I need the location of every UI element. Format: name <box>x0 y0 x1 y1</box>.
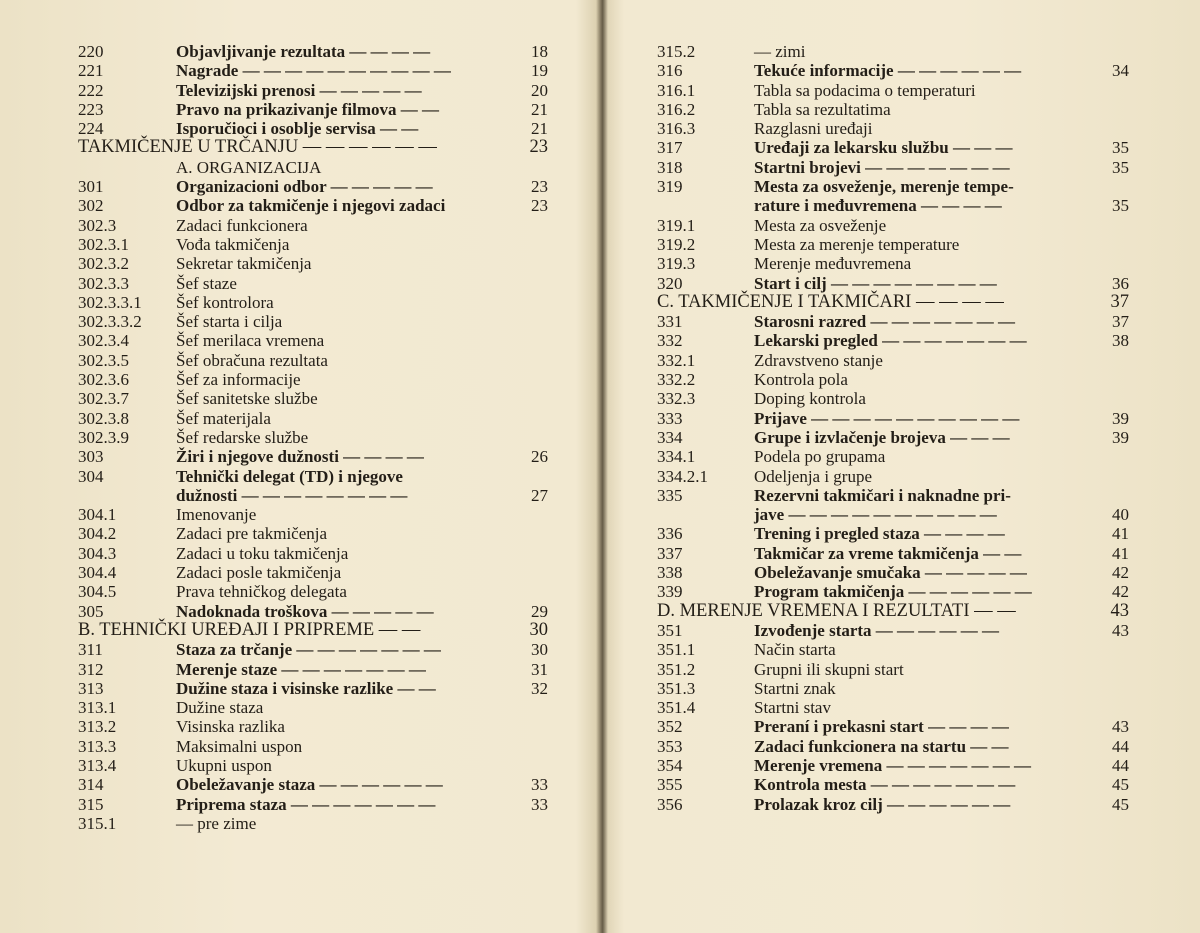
page-number: 23 <box>529 137 548 158</box>
toc-row <box>78 602 548 621</box>
entry-number: 220 <box>78 42 104 61</box>
toc-row <box>78 196 548 215</box>
entry-number: 356 <box>657 794 683 814</box>
entry-number: 319 <box>657 177 683 197</box>
entry-number: 317 <box>657 138 683 158</box>
toc-row <box>657 717 1129 736</box>
page-number: 36 <box>1112 273 1129 293</box>
toc-row <box>657 795 1129 814</box>
page-number: 42 <box>1112 563 1129 583</box>
toc-row <box>78 447 548 466</box>
page-number: 30 <box>531 640 548 660</box>
entry-title: Startni znak <box>754 678 836 698</box>
toc-row <box>78 81 548 100</box>
page-number: 21 <box>531 99 548 119</box>
entry-title: Šef obračuna rezultata <box>176 350 328 370</box>
entry-number: 351.4 <box>657 698 696 718</box>
entry-number: 302.3.1 <box>78 234 129 254</box>
page-number: 35 <box>1112 138 1129 158</box>
entry-number: 316.2 <box>657 99 696 119</box>
entry-number: 331 <box>657 312 683 332</box>
entry-title: Ukupni uspon <box>176 755 272 775</box>
entry-title: Dužine staza i visinske razlike — — <box>176 678 436 698</box>
toc-row <box>657 563 1129 582</box>
toc-row <box>78 61 548 80</box>
entry-title: Imenovanje <box>176 505 257 525</box>
entry-title: Start i cilj — — — — — — — — <box>754 273 997 293</box>
toc-row <box>78 274 548 293</box>
page-number: 26 <box>531 447 548 467</box>
page-number: 43 <box>1112 620 1129 640</box>
entry-number: 335 <box>657 485 683 505</box>
page-number: 44 <box>1112 755 1129 775</box>
entry-number: 302.3.2 <box>78 254 129 274</box>
page-number: 42 <box>1112 582 1129 602</box>
entry-title: Trening i pregled staza — — — — <box>754 524 1005 544</box>
entry-number: 302.3.5 <box>78 350 129 370</box>
left-page-contents <box>78 42 548 833</box>
entry-title: Dužine staza <box>176 698 264 718</box>
entry-title: Zadaci pre takmičenja <box>176 524 328 544</box>
toc-row <box>657 467 1129 486</box>
toc-row <box>78 351 548 370</box>
entry-title: Šef za informacije <box>176 370 301 390</box>
toc-row <box>78 293 548 312</box>
toc-row <box>78 370 548 389</box>
page-number: 45 <box>1112 775 1129 795</box>
toc-row <box>657 254 1129 273</box>
entry-title: Visinska razlika <box>176 717 285 737</box>
page-number: 27 <box>531 485 548 505</box>
page-number: 44 <box>1112 736 1129 756</box>
entry-title: Šef sanitetske službe <box>176 389 318 409</box>
entry-number: 313.1 <box>78 698 117 718</box>
entry-number: 320 <box>657 273 683 293</box>
page-number: 30 <box>529 619 548 640</box>
toc-row <box>78 756 548 775</box>
toc-row <box>78 42 548 61</box>
section-title: B. TEHNIČKI UREĐAJI I PRIPREME — — <box>78 619 421 640</box>
entry-title: Tabla sa podacima o temperaturi <box>754 80 976 100</box>
section-heading-row <box>78 138 548 157</box>
toc-row <box>78 640 548 659</box>
entry-title: Zadaci funkcionera na startu — — <box>754 736 1009 756</box>
entry-title: Prolazak kroz cilj — — — — — — <box>754 794 1011 814</box>
toc-row <box>657 370 1129 389</box>
entry-number: 319.3 <box>657 254 696 274</box>
entry-title: Tehnički delegat (TD) i njegove <box>176 466 403 486</box>
page-number: 41 <box>1112 543 1129 563</box>
entry-title: Mesta za osveženje, merenje tempe- <box>754 177 1014 197</box>
toc-row <box>657 447 1129 466</box>
section-title: C. TAKMIČENJE I TAKMIČARI — — — — <box>657 291 1004 312</box>
entry-title: Organizacioni odbor — — — — — <box>176 177 433 197</box>
entry-number: 313.3 <box>78 736 117 756</box>
entry-title: Prijave — — — — — — — — — — <box>754 408 1020 428</box>
entry-title: Uređaji za lekarsku službu — — — <box>754 138 1013 158</box>
entry-title: — zimi <box>754 42 806 61</box>
toc-row <box>657 312 1129 331</box>
entry-title: Šef staze <box>176 273 237 293</box>
entry-number: 334.1 <box>657 447 696 467</box>
page-number: 23 <box>531 196 548 216</box>
entry-title: Lekarski pregled — — — — — — — <box>754 331 1027 351</box>
entry-number: 302.3.7 <box>78 389 129 409</box>
entry-title: Nadoknada troškova — — — — — <box>176 601 434 621</box>
entry-number: 302.3.3.1 <box>78 292 142 312</box>
entry-number: 304.3 <box>78 543 117 563</box>
entry-title: Doping kontrola <box>754 389 866 409</box>
entry-title: Šef starta i cilja <box>176 312 283 332</box>
entry-number: 353 <box>657 736 683 756</box>
entry-title: A. ORGANIZACIJA <box>176 157 322 177</box>
toc-row <box>657 640 1129 659</box>
toc-row <box>78 582 548 601</box>
section-title: TAKMIČENJE U TRČANJU — — — — — — <box>78 137 437 158</box>
entry-number: 316.3 <box>657 119 696 139</box>
toc-row <box>78 544 548 563</box>
entry-number: 333 <box>657 408 683 428</box>
page-number: 23 <box>531 177 548 197</box>
entry-title: Tabla sa rezultatima <box>754 99 891 119</box>
toc-row <box>78 563 548 582</box>
toc-row <box>657 61 1129 80</box>
entry-title: Izvođenje starta — — — — — — <box>754 620 1000 640</box>
toc-row <box>657 100 1129 119</box>
entry-title: Startni brojevi — — — — — — — <box>754 157 1010 177</box>
entry-title: Nagrade — — — — — — — — — — <box>176 61 451 81</box>
toc-row <box>657 81 1129 100</box>
entry-title: Grupe i izvlačenje brojeva — — — <box>754 427 1010 447</box>
entry-number: 351 <box>657 620 683 640</box>
entry-number: 303 <box>78 447 104 467</box>
right-page-contents <box>657 42 1129 814</box>
page-number: 45 <box>1112 794 1129 814</box>
toc-row <box>78 119 548 138</box>
toc-row <box>78 814 548 833</box>
toc-row <box>78 660 548 679</box>
entry-number: 355 <box>657 775 683 795</box>
entry-number: 336 <box>657 524 683 544</box>
entry-number: 302.3.3.2 <box>78 312 142 332</box>
toc-row <box>657 698 1129 717</box>
page-number: 33 <box>531 794 548 814</box>
entry-title: Zadaci funkcionera <box>176 215 308 235</box>
toc-row <box>78 254 548 273</box>
page-number: 35 <box>1112 196 1129 216</box>
toc-row <box>78 467 548 486</box>
entry-title: Merenje vremena — — — — — — — <box>754 755 1031 775</box>
entry-title: Sekretar takmičenja <box>176 254 312 274</box>
toc-row <box>78 216 548 235</box>
toc-row <box>657 582 1129 601</box>
entry-number: 304.2 <box>78 524 117 544</box>
entry-title: Tekuće informacije — — — — — — <box>754 61 1022 81</box>
entry-number: 314 <box>78 775 104 795</box>
entry-title: Šef redarske službe <box>176 427 309 447</box>
entry-number: 313.2 <box>78 717 117 737</box>
page-number: 43 <box>1110 600 1129 621</box>
page-number: 31 <box>531 659 548 679</box>
page-number: 29 <box>531 601 548 621</box>
page-number: 38 <box>1112 331 1129 351</box>
entry-title: dužnosti — — — — — — — — <box>176 485 408 505</box>
entry-title: — pre zime <box>176 813 257 833</box>
toc-row <box>78 312 548 331</box>
book-gutter <box>596 0 608 933</box>
page-number: 35 <box>1112 157 1129 177</box>
toc-row <box>78 428 548 447</box>
toc-row <box>78 235 548 254</box>
entry-title: rature i međuvremena — — — — <box>754 196 1002 216</box>
entry-number: 304.5 <box>78 582 117 602</box>
entry-number: 313 <box>78 678 104 698</box>
entry-title: Način starta <box>754 640 836 660</box>
entry-title: jave — — — — — — — — — — <box>754 505 997 525</box>
toc-row <box>657 679 1129 698</box>
entry-number: 351.2 <box>657 659 696 679</box>
entry-title: Zadaci posle takmičenja <box>176 563 342 583</box>
page-number: 33 <box>531 775 548 795</box>
entry-number: 338 <box>657 563 683 583</box>
page-number: 43 <box>1112 717 1129 737</box>
entry-number: 332.2 <box>657 370 696 390</box>
toc-row <box>78 486 548 505</box>
toc-row <box>78 409 548 428</box>
page-number: 37 <box>1110 291 1129 312</box>
entry-title: Grupni ili skupni start <box>754 659 904 679</box>
entry-title: Priprema staza — — — — — — — <box>176 794 436 814</box>
entry-number: 222 <box>78 80 104 100</box>
entry-number: 301 <box>78 177 104 197</box>
toc-row <box>657 331 1129 350</box>
entry-number: 319.1 <box>657 215 696 235</box>
page-number: 19 <box>531 61 548 81</box>
page-number: 34 <box>1112 61 1129 81</box>
toc-row <box>78 717 548 736</box>
page-number: 39 <box>1112 427 1129 447</box>
section-heading-row <box>78 621 548 640</box>
entry-number: 315 <box>78 794 104 814</box>
entry-number: 316.1 <box>657 80 696 100</box>
entry-number: 302.3.8 <box>78 408 129 428</box>
entry-number: 315.2 <box>657 42 696 61</box>
section-heading-row <box>657 602 1129 621</box>
toc-row <box>657 756 1129 775</box>
entry-number: 221 <box>78 61 104 81</box>
entry-title: Takmičar za vreme takmičenja — — <box>754 543 1022 563</box>
entry-number: 351.3 <box>657 678 696 698</box>
toc-row <box>78 679 548 698</box>
toc-row <box>657 775 1129 794</box>
entry-title: Startni stav <box>754 698 831 718</box>
entry-number: 304.4 <box>78 563 117 583</box>
entry-number: 337 <box>657 543 683 563</box>
entry-number: 332.3 <box>657 389 696 409</box>
entry-title: Odeljenja i grupe <box>754 466 873 486</box>
entry-title: Šef materijala <box>176 408 271 428</box>
entry-title: Objavljivanje rezultata — — — — <box>176 42 431 61</box>
entry-number: 351.1 <box>657 640 696 660</box>
entry-number: 302 <box>78 196 104 216</box>
entry-title: Vođa takmičenja <box>176 234 290 254</box>
entry-title: Obeležavanje smučaka — — — — — <box>754 563 1027 583</box>
entry-number: 305 <box>78 601 104 621</box>
entry-title: Rezervni takmičari i naknadne pri- <box>754 485 1011 505</box>
page-number: 18 <box>531 42 548 61</box>
entry-number: 304.1 <box>78 505 117 525</box>
entry-title: Maksimalni uspon <box>176 736 303 756</box>
toc-row <box>657 524 1129 543</box>
entry-number: 223 <box>78 99 104 119</box>
toc-row <box>657 158 1129 177</box>
entry-number: 315.1 <box>78 813 117 833</box>
entry-number: 313.4 <box>78 755 117 775</box>
entry-title: Razglasni uređaji <box>754 119 873 139</box>
entry-title: Podela po grupama <box>754 447 886 467</box>
entry-number: 311 <box>78 640 103 660</box>
toc-row <box>657 196 1129 215</box>
entry-number: 332 <box>657 331 683 351</box>
entry-number: 319.2 <box>657 234 696 254</box>
toc-row <box>657 737 1129 756</box>
entry-title: Preraní i prekasni start — — — — <box>754 717 1009 737</box>
entry-title: Kontrola pola <box>754 370 848 390</box>
toc-row <box>657 138 1129 157</box>
entry-number: 224 <box>78 119 104 139</box>
toc-row <box>657 486 1129 505</box>
toc-row <box>657 235 1129 254</box>
entry-number: 316 <box>657 61 683 81</box>
entry-title: Mesta za osveženje <box>754 215 887 235</box>
entry-title: Žiri i njegove dužnosti — — — — <box>176 447 424 467</box>
toc-row <box>78 505 548 524</box>
toc-row <box>657 428 1129 447</box>
entry-title: Program takmičenja — — — — — — <box>754 582 1032 602</box>
entry-title: Starosni razred — — — — — — — <box>754 312 1015 332</box>
page-number: 21 <box>531 119 548 139</box>
entry-number: 334.2.1 <box>657 466 708 486</box>
toc-row <box>657 505 1129 524</box>
toc-row <box>78 698 548 717</box>
toc-row <box>657 119 1129 138</box>
entry-number: 352 <box>657 717 683 737</box>
entry-title: Šef merilaca vremena <box>176 331 325 351</box>
toc-row <box>78 331 548 350</box>
toc-row <box>657 42 1129 61</box>
entry-number: 332.1 <box>657 350 696 370</box>
toc-row <box>657 389 1129 408</box>
section-heading-row <box>657 293 1129 312</box>
page-number: 32 <box>531 678 548 698</box>
toc-row <box>78 775 548 794</box>
entry-title: Isporučioci i osoblje servisa — — <box>176 119 419 139</box>
toc-row <box>657 409 1129 428</box>
entry-number: 339 <box>657 582 683 602</box>
toc-row <box>657 216 1129 235</box>
entry-title: Zadaci u toku takmičenja <box>176 543 349 563</box>
entry-title: Zdravstveno stanje <box>754 350 883 370</box>
toc-row <box>78 737 548 756</box>
entry-title: Merenje međuvremena <box>754 254 912 274</box>
toc-row <box>78 524 548 543</box>
entry-title: Mesta za merenje temperature <box>754 234 960 254</box>
entry-title: Šef kontrolora <box>176 292 274 312</box>
toc-row <box>657 544 1129 563</box>
toc-row <box>657 660 1129 679</box>
section-title: D. MERENJE VREMENA I REZULTATI — — <box>657 600 1016 621</box>
entry-title: Obeležavanje staza — — — — — — <box>176 775 443 795</box>
entry-number: 302.3 <box>78 215 117 235</box>
page-number: 41 <box>1112 524 1129 544</box>
entry-number: 334 <box>657 427 683 447</box>
entry-title: Televizijski prenosi — — — — — <box>176 80 422 100</box>
entry-number: 302.3.9 <box>78 427 129 447</box>
entry-title: Merenje staze — — — — — — — <box>176 659 426 679</box>
entry-number: 302.3.4 <box>78 331 129 351</box>
toc-row <box>657 351 1129 370</box>
page-number: 20 <box>531 80 548 100</box>
toc-row <box>78 795 548 814</box>
entry-number: 318 <box>657 157 683 177</box>
entry-number: 304 <box>78 466 104 486</box>
toc-row <box>78 100 548 119</box>
entry-number: 312 <box>78 659 104 679</box>
entry-title: Prava tehničkog delegata <box>176 582 347 602</box>
toc-row <box>78 177 548 196</box>
entry-number: 302.3.3 <box>78 273 129 293</box>
page-number: 39 <box>1112 408 1129 428</box>
entry-title: Pravo na prikazivanje filmova — — <box>176 99 440 119</box>
toc-row <box>78 389 548 408</box>
toc-row <box>657 274 1129 293</box>
page-number: 40 <box>1112 505 1129 525</box>
entry-title: Kontrola mesta — — — — — — — <box>754 775 1016 795</box>
entry-number: 302.3.6 <box>78 370 129 390</box>
entry-number: 354 <box>657 755 683 775</box>
entry-title: Staza za trčanje — — — — — — — <box>176 640 441 660</box>
toc-row <box>657 621 1129 640</box>
toc-row <box>657 177 1129 196</box>
entry-title: Odbor za takmičenje i njegovi zadaci <box>176 196 446 216</box>
toc-row <box>78 158 548 177</box>
page-number: 37 <box>1112 312 1129 332</box>
